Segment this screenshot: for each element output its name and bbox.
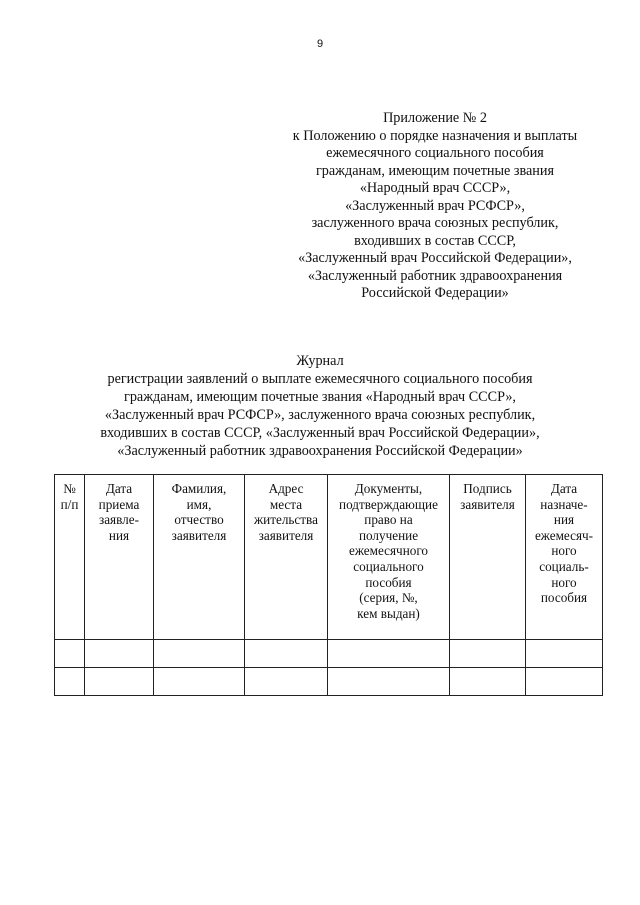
table-cell: [245, 640, 328, 668]
column-header-line: ежемесячного: [348, 543, 429, 559]
table-cell: [328, 640, 450, 668]
journal-subtitle-line: входивших в состав СССР, «Заслуженный врач Российской Федерации»,: [100, 425, 540, 441]
column-header-line: заявителя: [460, 496, 515, 512]
table-header-row: [55, 475, 603, 640]
column-header: [55, 475, 85, 640]
column-header-line: заявителя: [258, 527, 314, 543]
table-row: [55, 640, 603, 668]
appendix-line: «Заслуженный врач РСФСР»,: [345, 197, 525, 214]
journal-subtitle-line: «Заслуженный работник здравоохранения Российской Федерации»: [117, 443, 523, 459]
column-header-line: №: [63, 481, 76, 496]
appendix-line: ежемесячного социального пособия: [326, 145, 544, 161]
column-header-line: назначе-: [540, 496, 588, 512]
table-cell: [450, 640, 526, 668]
appendix-line: заслуженного врача союзных республик,: [311, 215, 559, 231]
column-header-line: заявителя: [171, 527, 227, 543]
appendix-line: «Заслуженный врач Российской Федерации»,: [298, 250, 572, 266]
table-cell: [154, 668, 245, 696]
appendix-header: [276, 110, 594, 303]
appendix-line: входивших в состав СССР,: [354, 232, 516, 249]
column-header-line: (серия, №,: [359, 590, 418, 606]
column-header-line: п/п: [60, 496, 79, 512]
table-row: [55, 668, 603, 696]
journal-title: Журнал: [296, 353, 344, 369]
column-header-line: подтверждающие: [339, 496, 438, 512]
column-header-line: ежемесяч-: [534, 527, 594, 543]
column-header-line: ного: [551, 574, 577, 590]
table-cell: [328, 668, 450, 696]
column-header-line: приема: [98, 496, 140, 512]
journal-subtitle-line: «Заслуженный врач РСФСР», заслуженного врача союзных республик,: [104, 407, 536, 423]
journal-subtitle-line: гражданам, имеющим почетные звания «Народный врач СССР»,: [124, 389, 516, 405]
column-header: [328, 475, 450, 640]
table-cell: [245, 668, 328, 696]
journal-subtitle-line: регистрации заявлений о выплате ежемесячного социального пособия: [107, 371, 533, 387]
column-header: [154, 475, 245, 640]
column-header-line: пособия: [365, 574, 412, 590]
column-header-line: социального: [353, 558, 424, 574]
appendix-line: к Положению о порядке назначения и выплаты: [292, 127, 578, 144]
column-header-line: социаль-: [539, 558, 589, 574]
column-header: [85, 475, 154, 640]
column-header-line: право на: [364, 512, 413, 528]
column-header-line: пособия: [540, 590, 588, 606]
column-header-line: ного: [551, 543, 577, 559]
appendix-line: «Заслуженный работник здравоохранения: [307, 267, 563, 284]
column-header-line: Документы,: [354, 481, 423, 496]
column-header-line: заявле-: [98, 512, 139, 528]
table-cell: [55, 640, 85, 668]
column-header: [245, 475, 328, 640]
appendix-line: «Народный врач СССР»,: [359, 180, 511, 196]
appendix-line: Российской Федерации»: [361, 285, 509, 301]
registration-table: [54, 474, 603, 696]
column-header: [526, 475, 603, 640]
table-cell: [85, 668, 154, 696]
column-header-line: жительства: [254, 512, 318, 528]
appendix-line: гражданам, имеющим почетные звания: [315, 162, 555, 179]
table-cell: [85, 640, 154, 668]
column-header-line: Дата: [105, 481, 133, 496]
journal-title-block: [40, 352, 600, 460]
column-header-line: Фамилия,: [171, 481, 227, 496]
column-header-line: Адрес: [268, 481, 304, 496]
column-header-line: ния: [553, 512, 575, 528]
table-cell: [450, 668, 526, 696]
column-header-line: имя,: [186, 496, 212, 512]
table-cell: [154, 640, 245, 668]
column-header-line: Подпись: [463, 481, 512, 496]
column-header-line: Дата: [550, 481, 578, 496]
column-header: [450, 475, 526, 640]
column-header-line: места: [269, 496, 303, 512]
column-header-line: ния: [108, 527, 130, 543]
page-number: 9: [316, 38, 324, 50]
table-cell: [526, 640, 603, 668]
column-header-line: получение: [358, 527, 419, 543]
column-header-line: кем выдан): [357, 605, 420, 621]
table-cell: [526, 668, 603, 696]
table-cell: [55, 668, 85, 696]
appendix-line: Приложение № 2: [383, 110, 487, 126]
column-header-line: отчество: [174, 512, 224, 528]
